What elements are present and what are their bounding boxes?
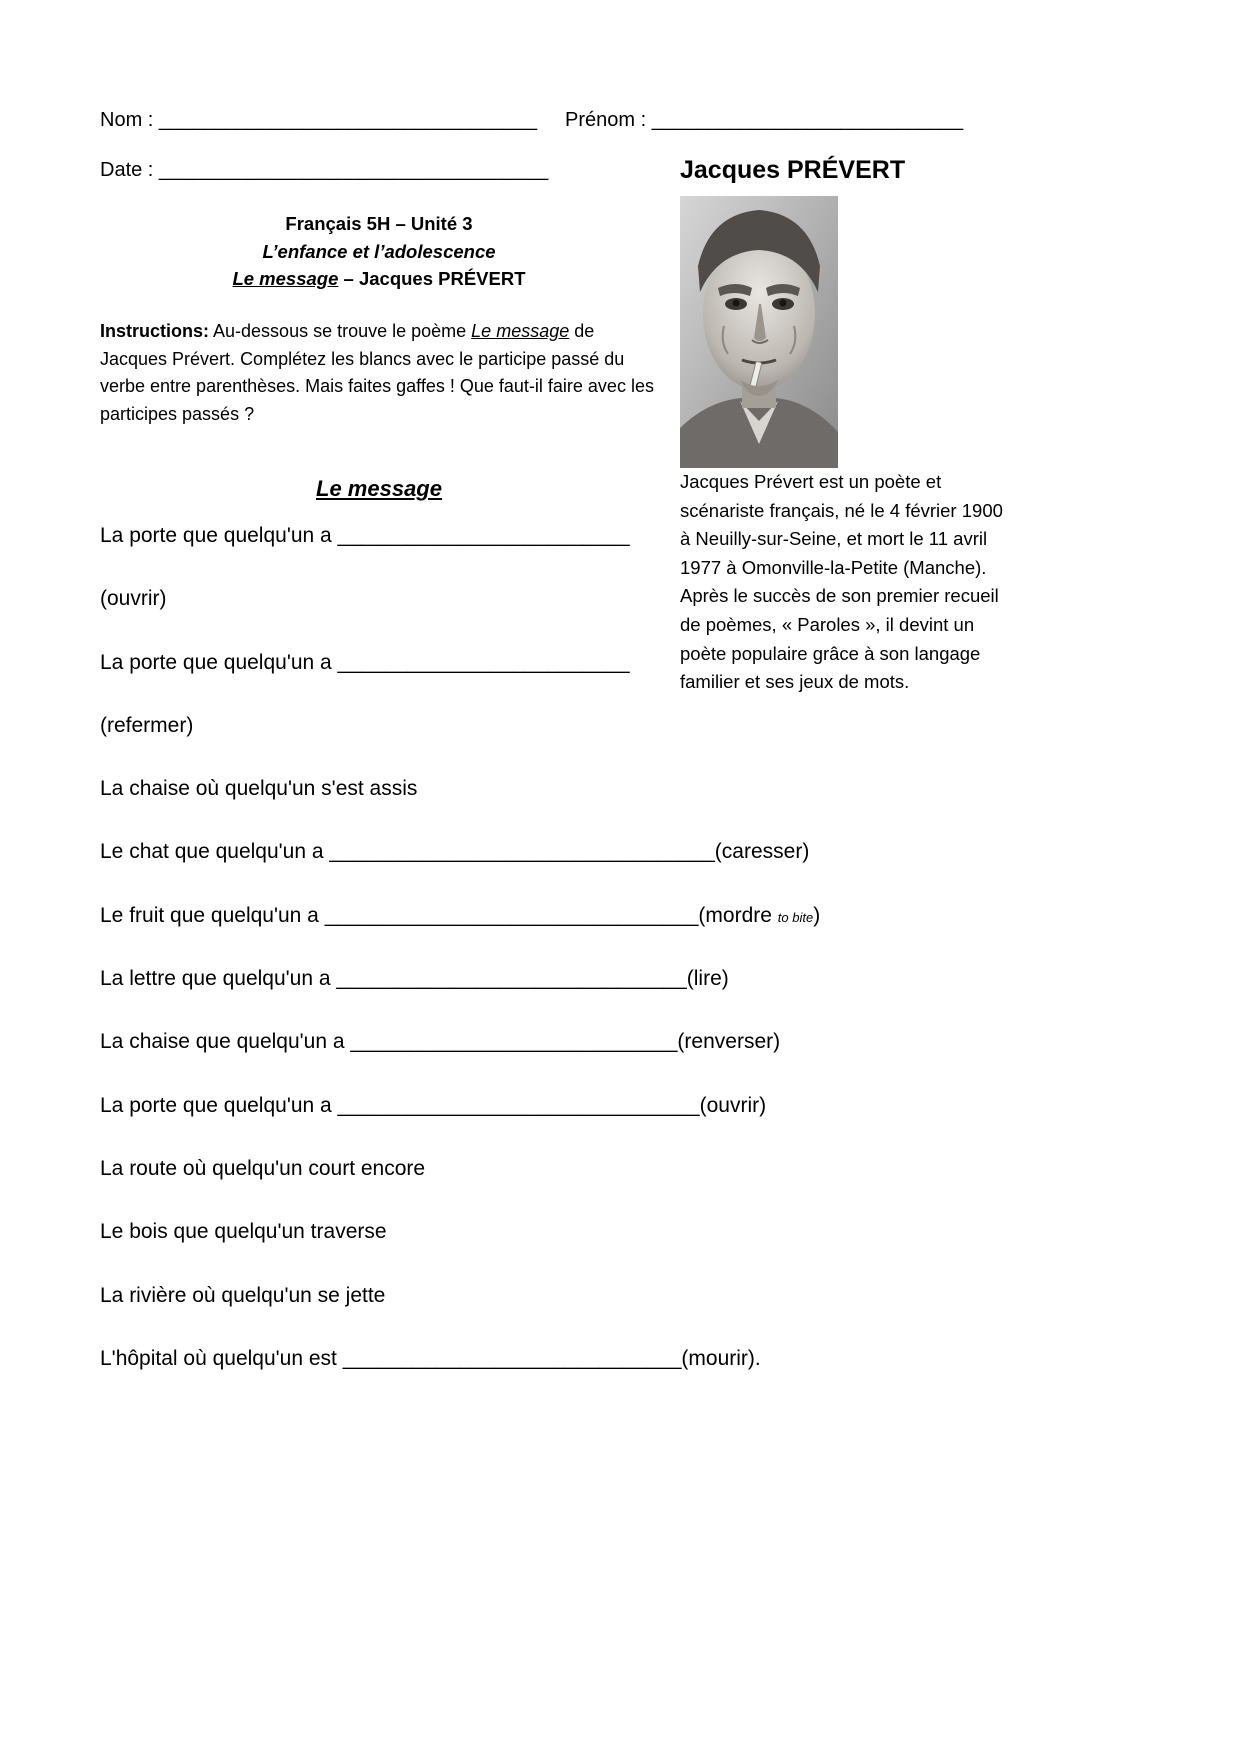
name-row (100, 109, 537, 132)
unit-title-block (100, 210, 658, 293)
poem-line-text: Le bois que quelqu'un traverse (100, 1220, 387, 1244)
prevert-heading: Jacques PRÉVERT (680, 156, 906, 184)
nom-blank: __________________________________ (158, 109, 538, 131)
firstname-row (565, 109, 963, 132)
poem-author-inline: – Jacques PRÉVERT (338, 268, 526, 289)
unit-title-line2: L’enfance et l’adolescence (262, 240, 496, 262)
verb-hint: (lire) (686, 967, 729, 991)
fill-in-blank: ________________________________ (324, 903, 699, 927)
poem-line (100, 757, 820, 820)
nom-label: Nom : (100, 109, 154, 131)
prevert-photo (680, 196, 838, 468)
fill-in-blank: ____________________________ (350, 1030, 678, 1054)
poem-line (100, 1200, 820, 1263)
verb-hint: (mordre to bite) (698, 903, 821, 927)
poem-line-text: Le chat que quelqu'un a (100, 840, 330, 864)
poem-line-text: La route où quelqu'un court encore (100, 1156, 426, 1180)
poem-line-text: La rivière où quelqu'un se jette (100, 1283, 386, 1307)
poem-line (100, 631, 820, 694)
verb-hint: (ouvrir) (699, 1093, 767, 1117)
unit-title-line3 (100, 265, 658, 293)
date-label: Date : (100, 159, 154, 181)
line-suffix: . (754, 1346, 761, 1370)
poem-line-text: La porte que quelqu'un a (100, 524, 338, 547)
instructions-paragraph (100, 318, 666, 428)
poem-line-text: L'hôpital où quelqu'un est (100, 1346, 343, 1370)
poem-lines (100, 504, 820, 1390)
poem-title: Le message (316, 476, 442, 501)
prevert-bio: Jacques Prévert est un poète et scénariste français, né le 4 février 1900 à Neuilly-sur-Seine, et mort le 11 avril 1977 à Omonville-la-Petite (Manche). Après le succès de son premier recueil de poèmes, « Paroles », il devint un poète populaire grâce à son langage familier et ses jeux de mots. (680, 471, 1003, 693)
poem-line (100, 1137, 820, 1200)
portrait-photo-illustration (680, 196, 838, 468)
poem-line (100, 1327, 820, 1390)
fill-in-blank: _______________________________ (337, 1093, 700, 1117)
poem-title-inline: Le message (232, 268, 339, 289)
fill-in-blank: _____________________________ (342, 1346, 682, 1370)
poem-line (100, 567, 820, 630)
prenom-blank: ____________________________ (651, 109, 964, 131)
poem-line (100, 694, 820, 757)
poem-line-text: La chaise où quelqu'un s'est assis (100, 777, 418, 801)
poem-line (100, 1264, 820, 1327)
poem-line-text: (ouvrir) (100, 587, 167, 611)
date-blank: ___________________________________ (158, 159, 549, 181)
fill-in-blank: ______________________________ (336, 967, 687, 991)
poem-line (100, 947, 820, 1010)
poem-line (100, 820, 820, 883)
instructions-label: Instructions: (100, 321, 210, 341)
poem-line-text: La lettre que quelqu'un a (100, 967, 337, 991)
fill-in-blank: _________________________ (337, 650, 630, 674)
poem-line (100, 504, 820, 567)
unit-title-line1: Français 5H – Unité 3 (285, 213, 473, 234)
instructions-text-after: de Jacques Prévert. Complétez les blancs avec le participe passé du verbe entre parenthèses. Mais faites gaffes ! Que faut-il faire avec les participes passés ? (100, 321, 654, 424)
verb-hint: (mourir) (681, 1346, 755, 1370)
poem-line-text: (refermer) (100, 713, 194, 737)
translation-note: to bite (777, 909, 814, 925)
fill-in-blank: _________________________________ (329, 840, 715, 864)
poem-line (100, 1074, 820, 1137)
poem-line-text: La porte que quelqu'un a (100, 1093, 338, 1117)
poem-line-text: La chaise que quelqu'un a (100, 1030, 351, 1054)
poem-line (100, 1010, 820, 1073)
verb-hint: (renverser) (677, 1030, 781, 1054)
poem-line-text: La porte que quelqu'un a (100, 650, 338, 674)
fill-in-blank: _________________________ (337, 524, 630, 547)
instructions-poem-title: Le message (471, 321, 570, 341)
instructions-text-before: Au-dessous se trouve le poème (209, 321, 472, 341)
prenom-label: Prénom : (565, 109, 647, 131)
poem-line-text: Le fruit que quelqu'un a (100, 903, 325, 927)
date-row (100, 159, 548, 182)
verb-hint: (caresser) (714, 840, 810, 864)
poem-line (100, 884, 820, 947)
